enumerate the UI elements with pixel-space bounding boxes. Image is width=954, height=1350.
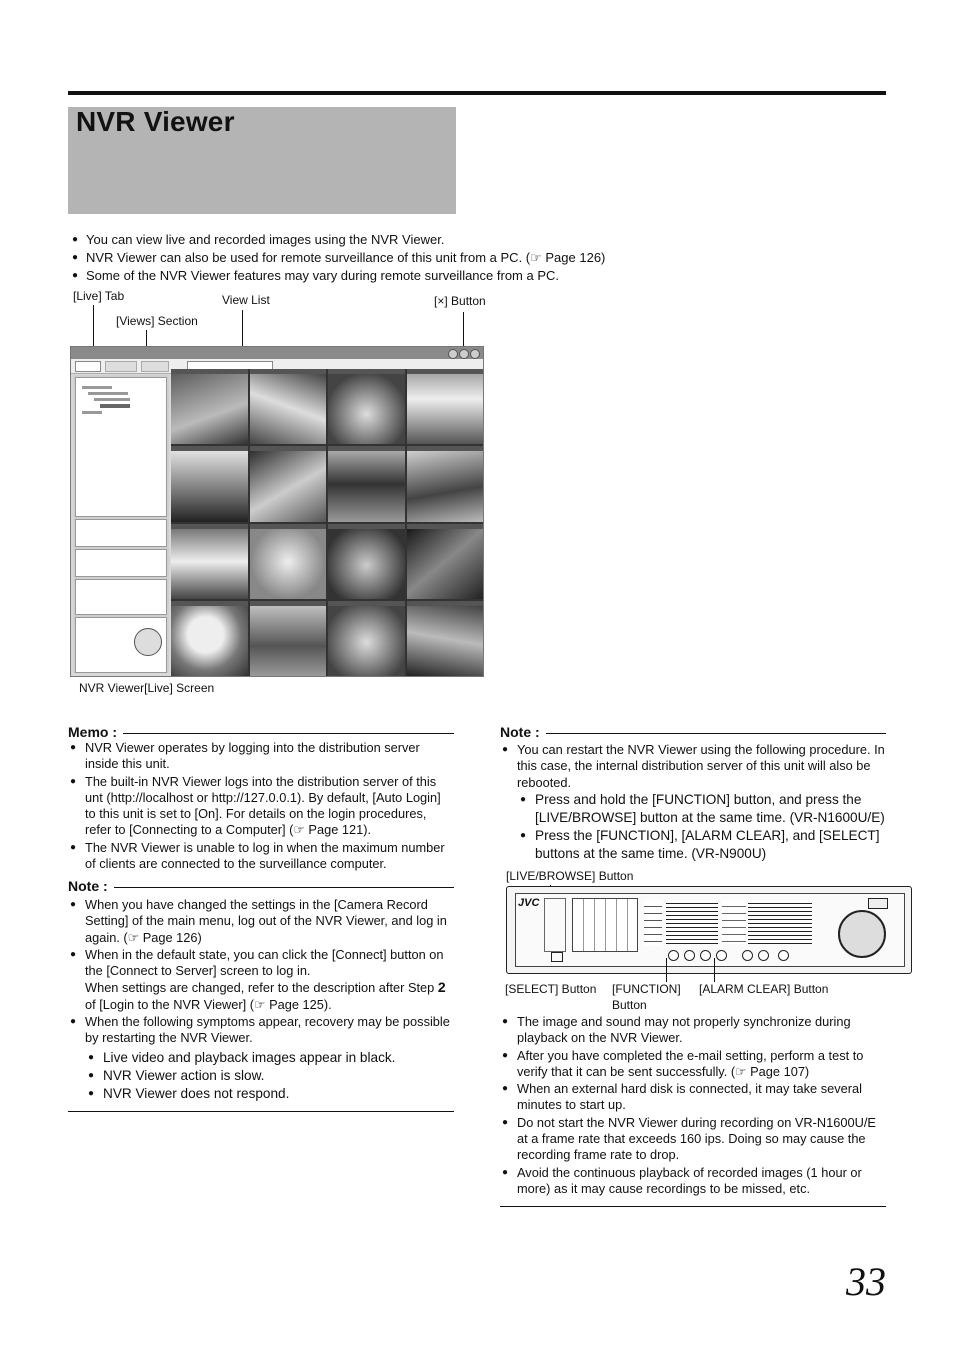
camera-button-block — [572, 898, 638, 952]
list-item: ● You can restart the NVR Viewer using the following procedure. In this case, the internal distribution server of this unit will also be rebooted. — [500, 742, 886, 791]
list-item: ● Live video and playback images appear in black. — [86, 1049, 454, 1067]
events-panel — [75, 519, 167, 547]
list-item: ● You can view live and recorded images using the NVR Viewer. — [70, 231, 630, 249]
camera-tile — [171, 369, 248, 444]
list-item: ● Press and hold the [FUNCTION] button, and press the [LIVE/BROWSE] button at the same time. (VR-N1600U/E) — [518, 791, 886, 827]
minimize-icon — [448, 349, 458, 359]
camera-tile — [328, 446, 405, 521]
camera-tile — [171, 446, 248, 521]
list-item: ● When an external hard disk is connected, it may take several minutes to start up. — [500, 1081, 886, 1114]
nvr-viewer-screenshot — [70, 346, 484, 677]
camera-tile — [407, 446, 484, 521]
rec-button — [868, 898, 888, 909]
vent-grille — [748, 900, 812, 944]
list-item: ● NVR Viewer does not respond. — [86, 1085, 454, 1103]
outputs-panel — [75, 549, 167, 577]
callout-line — [666, 958, 667, 982]
note-left-section — [68, 878, 454, 1112]
callout-line — [714, 958, 715, 982]
label-function-button: [FUNCTION] — [612, 982, 681, 996]
camera-grid — [171, 369, 483, 676]
close-icon — [470, 349, 480, 359]
list-item: ● When you have changed the settings in the [Camera Record Setting] of the main menu, log out of the NVR Viewer, and log in again. (☞ Page 126) — [68, 897, 454, 946]
note-heading: Note : — [500, 724, 546, 740]
status-leds — [644, 900, 662, 946]
list-item: ● Avoid the continuous playback of recorded images (1 hour or more) as it may cause recordings to be missed, etc. — [500, 1165, 886, 1198]
list-item: ● The NVR Viewer is unable to log in when the maximum number of clients are connected to the surveillance computer. — [68, 840, 454, 873]
tab-browse — [105, 361, 137, 372]
list-item: ● When the following symptoms appear, recovery may be possible by restarting the NVR Viewer. — [68, 1014, 454, 1047]
list-item: ● The built-in NVR Viewer logs into the distribution server of this unt (http://localhost or http://127.0.0.1). By default, [Auto Login] to this unit is set to [On]. For details on the login procedures, refer to [Connecting to a Computer] (☞ Page 121). — [68, 774, 454, 839]
camera-tile — [407, 369, 484, 444]
tab-setup — [141, 361, 169, 372]
camera-tile — [407, 524, 484, 599]
list-item: ● Some of the NVR Viewer features may vary during remote surveillance from a PC. — [70, 267, 630, 285]
brand-logo: JVC — [518, 897, 540, 909]
memo-section — [68, 724, 454, 872]
label-close-button: [×] Button — [434, 294, 486, 308]
tab-live — [75, 361, 101, 372]
window-titlebar — [71, 347, 483, 359]
play-button — [778, 950, 789, 961]
playback-button — [742, 950, 753, 961]
jog-shuttle-dial — [838, 910, 886, 958]
label-views-section: [Views] Section — [116, 314, 198, 328]
list-item: ● NVR Viewer can also be used for remote surveillance of this unit from a PC. (☞ Page 126) — [70, 249, 630, 267]
camera-tile — [328, 369, 405, 444]
camera-tile — [250, 446, 327, 521]
indicator-block — [722, 900, 746, 944]
camera-tile — [171, 524, 248, 599]
note-right-section — [500, 724, 886, 863]
camera-tile — [407, 601, 484, 676]
list-item: ● When in the default state, you can click the [Connect] button on the [Connect to Server] screen to log in. When settings are changed, refer to the description after Step 2 of [Login to the NVR Viewer] (☞ Page 125). — [68, 947, 454, 1013]
views-section — [75, 377, 167, 517]
list-item: ● The image and sound may not properly synchronize during playback on the NVR Viewer. — [500, 1014, 886, 1047]
label-alarm-clear-button: [ALARM CLEAR] Button — [699, 982, 829, 996]
stop-button — [758, 950, 769, 961]
camera-tile — [250, 601, 327, 676]
audio-panel — [75, 579, 167, 615]
label-live-browse-button: [LIVE/BROWSE] Button — [506, 869, 634, 883]
select-button — [668, 950, 679, 961]
recorder-front-panel — [506, 886, 912, 974]
label-select-button: [SELECT] Button — [505, 982, 597, 996]
camera-tile — [328, 601, 405, 676]
list-item: ● NVR Viewer operates by logging into the distribution server inside this unit. — [68, 740, 454, 773]
function-button — [684, 950, 695, 961]
list-item: ● NVR Viewer action is slow. — [86, 1067, 454, 1085]
figure-caption: NVR Viewer[Live] Screen — [79, 681, 215, 695]
memo-heading: Memo : — [68, 724, 123, 740]
label-function-button-2: Button — [612, 998, 647, 1012]
camera-tile — [171, 601, 248, 676]
page-number: 33 — [846, 1259, 886, 1304]
label-view-list: View List — [222, 293, 270, 307]
ptz-dial-icon — [134, 628, 162, 656]
note-heading: Note : — [68, 878, 114, 894]
left-panel — [73, 375, 169, 673]
usb-port-icon — [551, 952, 563, 962]
note-right-continued — [500, 1014, 886, 1207]
vent-grille — [666, 900, 718, 944]
ptz-panel — [75, 617, 167, 673]
camera-tile — [328, 524, 405, 599]
page-title: NVR Viewer — [76, 106, 235, 137]
maximize-icon — [459, 349, 469, 359]
label-live-tab: [Live] Tab — [73, 289, 125, 303]
list-item: ● Press the [FUNCTION], [ALARM CLEAR], and [SELECT] buttons at the same time. (VR-N900U) — [518, 827, 886, 863]
button-column — [544, 898, 566, 952]
alarm-clear-button — [716, 950, 727, 961]
list-item: ● After you have completed the e-mail setting, perform a test to verify that it can be sent successfully. (☞ Page 107) — [500, 1048, 886, 1081]
list-item: ● Do not start the NVR Viewer during recording on VR-N1600U/E at a frame rate that exceeds 160 ips. Doing so may cause the recording frame rate to drop. — [500, 1115, 886, 1164]
intro-list — [70, 231, 630, 285]
top-rule — [68, 91, 886, 95]
panel-button — [700, 950, 711, 961]
camera-tile — [250, 524, 327, 599]
camera-tile — [250, 369, 327, 444]
